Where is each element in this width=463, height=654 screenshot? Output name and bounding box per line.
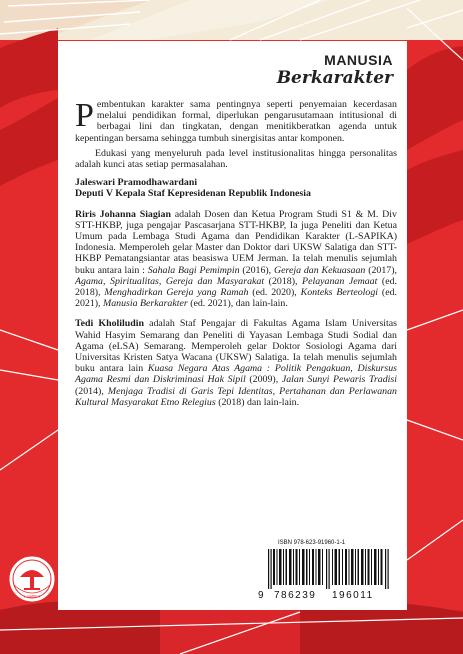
drop-cap: P [75, 97, 94, 134]
book-title [277, 52, 393, 88]
barcode-bars [262, 549, 394, 589]
isbn-barcode [258, 540, 398, 606]
book-title-item: Sahala Bagi Pemimpin [147, 264, 240, 276]
book-title-item: Gereja dan Kekuasaan [273, 264, 366, 276]
book-year-item: (ed. 2021), dan lain-lain. [187, 298, 288, 310]
book-title-item: Manusia Berkarakter [102, 298, 188, 310]
bio-tedi-name: Tedi Kholiludin [75, 318, 144, 330]
barcode-group-1: 786239 [274, 590, 317, 601]
barcode-group-2: 196011 [332, 590, 374, 601]
book-title-item: Menghadirkan Gereja yang Ramah [104, 287, 249, 299]
book-year-item: (2018), [264, 275, 303, 287]
publisher-logo [6, 555, 58, 605]
bio-riris-text: adalah Dosen dan Ketua Program Studi S1 & M. Div STT-HKBP, juga pengajar Pascasarjana STT-HKBP, Ia juga Peneliti dan Ketua Umum pada Lembaga Studi Agama dan Pendidikan Karakter (L-SAPIKA) Indonesia. Memperoleh gelar Master dan Doktor dari UKSW Salatiga dan STT-HKBP Pematangsiantar atas beasiswa UEM Jerman. Ia telah menulis sejumlah buku antara lain : [75, 208, 397, 276]
bio-tedi-text: adalah Staf Pengajar di Fakultas Agama Islam Universitas Wahid Hasyim Semarang dan Peneliti di Yayasan Lembaga Studi Sodial dan Agama (eLSA) Semarang. Memperoleh gelar Doktor Sosiologi Agama dari Universitas Kristen Satya Wacana (UKSW) Salatiga. Ia telah menulis sejumlah buku antara lain [75, 318, 398, 375]
endorsement-paragraph-1 [75, 99, 397, 144]
book-year-item: (2018) dan lain-lain. [215, 396, 300, 408]
book-year-item: (ed. 2018), [75, 275, 398, 299]
book-title-item: Konteks Berteologi [300, 287, 379, 299]
endorsement-text-1: embentukan karakter sama pentingnya seperti penyemaian kecerdasan melalui pendidikan formal, diperlukan pengarusutamaan intitusional di berbagai lini dan tingkatan, dengan menitikberatkan agenda untuk kepentingan bersama sehingga tumbuh sinergisitas antar komponen. [75, 99, 397, 144]
book-title-item: Menjaga Tradisi di Garis Tepi Identitas, Pertahanan dan Perlawanan Kultural Masyarakat Etno Relegius [75, 385, 397, 408]
title-line-1: MANUSIA [324, 52, 393, 68]
endorsement-paragraph-2: Edukasi yang menyeluruh pada level institusionalitas hingga personalitas adalah kunci atas setiap permasalahan. [75, 147, 397, 171]
svg-text:L-SAPIKA: L-SAPIKA [23, 594, 41, 599]
bio-riris [75, 209, 397, 310]
barcode-digit-first: 9 [258, 590, 264, 601]
bio-riris-name: Riris Johanna Siagian [75, 208, 171, 220]
book-title-item: Kuasa Negara Atas Agama : Politik Pengakuan, Diskursus Agama Resmi dan Diskriminasi Hak Sipil [75, 363, 397, 386]
book-title-item: Agama, Spiritualitas, Gereja dan Masyarakat [75, 275, 265, 287]
bio-tedi [75, 318, 397, 408]
book-title-item: Pelayanan Jemaat [302, 275, 378, 287]
author-title: Deputi V Kepala Staf Kepresidenan Republik Indonesia [75, 188, 311, 200]
content-card [58, 41, 407, 610]
book-year-item: (2014), [75, 385, 108, 397]
back-cover-text [75, 99, 397, 408]
title-line-2: Berkarakter [276, 68, 393, 88]
author-name: Jaleswari Pramodhawardani [75, 177, 198, 189]
book-year-item: (ed. 2020), [248, 287, 301, 299]
book-year-item: (ed. 2021), [75, 287, 397, 310]
book-title-item: Jalan Sunyi Pewaris Tradisi [281, 374, 398, 386]
book-year-item: (2009), [245, 374, 282, 386]
book-year-item: (2017), [365, 264, 397, 276]
book-year-item: (2016), [239, 264, 274, 276]
endorsement-author [75, 177, 397, 199]
isbn-label: ISBN 978-623-91960-1-1 [278, 540, 346, 546]
